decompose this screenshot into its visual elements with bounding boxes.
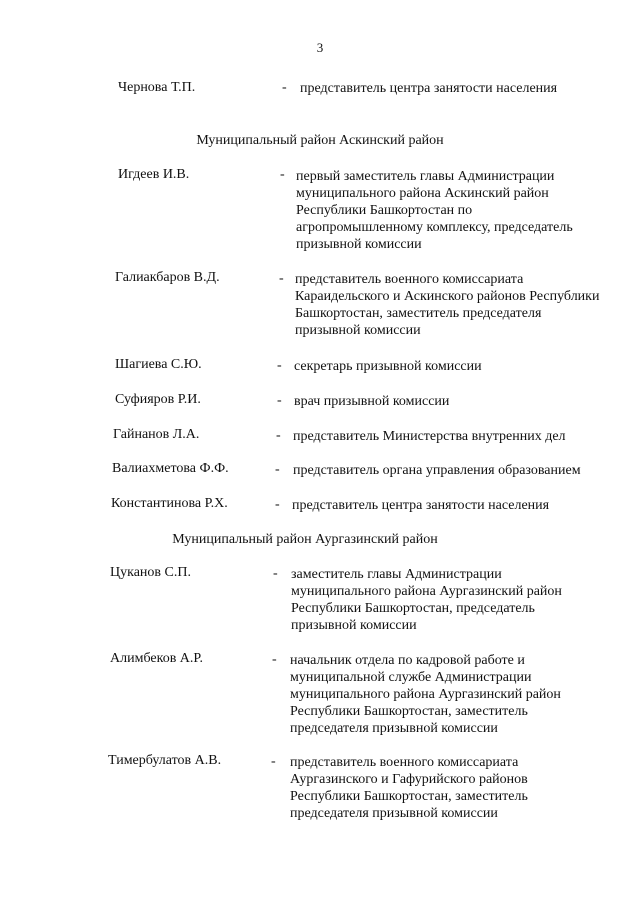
member-role: представитель военного комиссариата Караидельского и Аскинского районов Республики Башкортостан, заместитель председателя призывной комиссии xyxy=(295,272,600,338)
dash-separator: - xyxy=(276,428,281,443)
member-role: представитель Министерства внутренних дел xyxy=(293,429,566,444)
member-role: врач призывной комиссии xyxy=(294,394,450,409)
member-name: Гайнанов Л.А. xyxy=(113,427,200,442)
member-role: начальник отдела по кадровой работе и муниципальной службе Администрации муниципального района Аургазинский район Республики Башкортостан, заместитель председателя призывной комиссии xyxy=(290,653,561,736)
member-name: Константинова Р.Х. xyxy=(111,496,228,511)
member-name: Алимбеков А.Р. xyxy=(110,651,203,666)
section-heading: Муниципальный район Аургазинский район xyxy=(172,532,438,547)
dash-separator: - xyxy=(275,462,280,477)
dash-separator: - xyxy=(282,80,287,95)
member-role: представитель органа управления образованием xyxy=(293,463,581,478)
dash-separator: - xyxy=(279,271,284,286)
member-name: Игдеев И.В. xyxy=(118,167,190,182)
dash-separator: - xyxy=(277,358,282,373)
section-heading: Муниципальный район Аскинский район xyxy=(196,133,444,148)
dash-separator: - xyxy=(280,167,285,182)
member-role: представитель центра занятости населения xyxy=(292,498,550,513)
member-name: Шагиева С.Ю. xyxy=(115,357,202,372)
member-name: Чернова Т.П. xyxy=(118,80,196,95)
member-role: первый заместитель главы Администрации муниципального района Аскинский район Республики Башкортостан по агропромышленному комплексу, председатель призывной комиссии xyxy=(296,169,573,252)
dash-separator: - xyxy=(272,652,277,667)
member-name: Цуканов С.П. xyxy=(110,565,191,580)
member-role: представитель военного комиссариата Аургазинского и Гафурийского районов Республики Башкортостан, заместитель председателя призывной комиссии xyxy=(290,755,528,821)
member-name: Валиахметова Ф.Ф. xyxy=(112,461,229,476)
member-role: представитель центра занятости населения xyxy=(300,81,558,96)
dash-separator: - xyxy=(273,566,278,581)
page-number: 3 xyxy=(316,40,324,55)
dash-separator: - xyxy=(271,754,276,769)
member-role: секретарь призывной комиссии xyxy=(294,359,482,374)
member-name: Суфияров Р.И. xyxy=(115,392,201,407)
member-role: заместитель главы Администрации муниципального района Аургазинский район Республики Башкортостан, председатель призывной комиссии xyxy=(291,567,562,633)
dash-separator: - xyxy=(275,497,280,512)
member-name: Тимербулатов А.В. xyxy=(108,753,222,768)
member-name: Галиакбаров В.Д. xyxy=(115,270,220,285)
dash-separator: - xyxy=(277,393,282,408)
